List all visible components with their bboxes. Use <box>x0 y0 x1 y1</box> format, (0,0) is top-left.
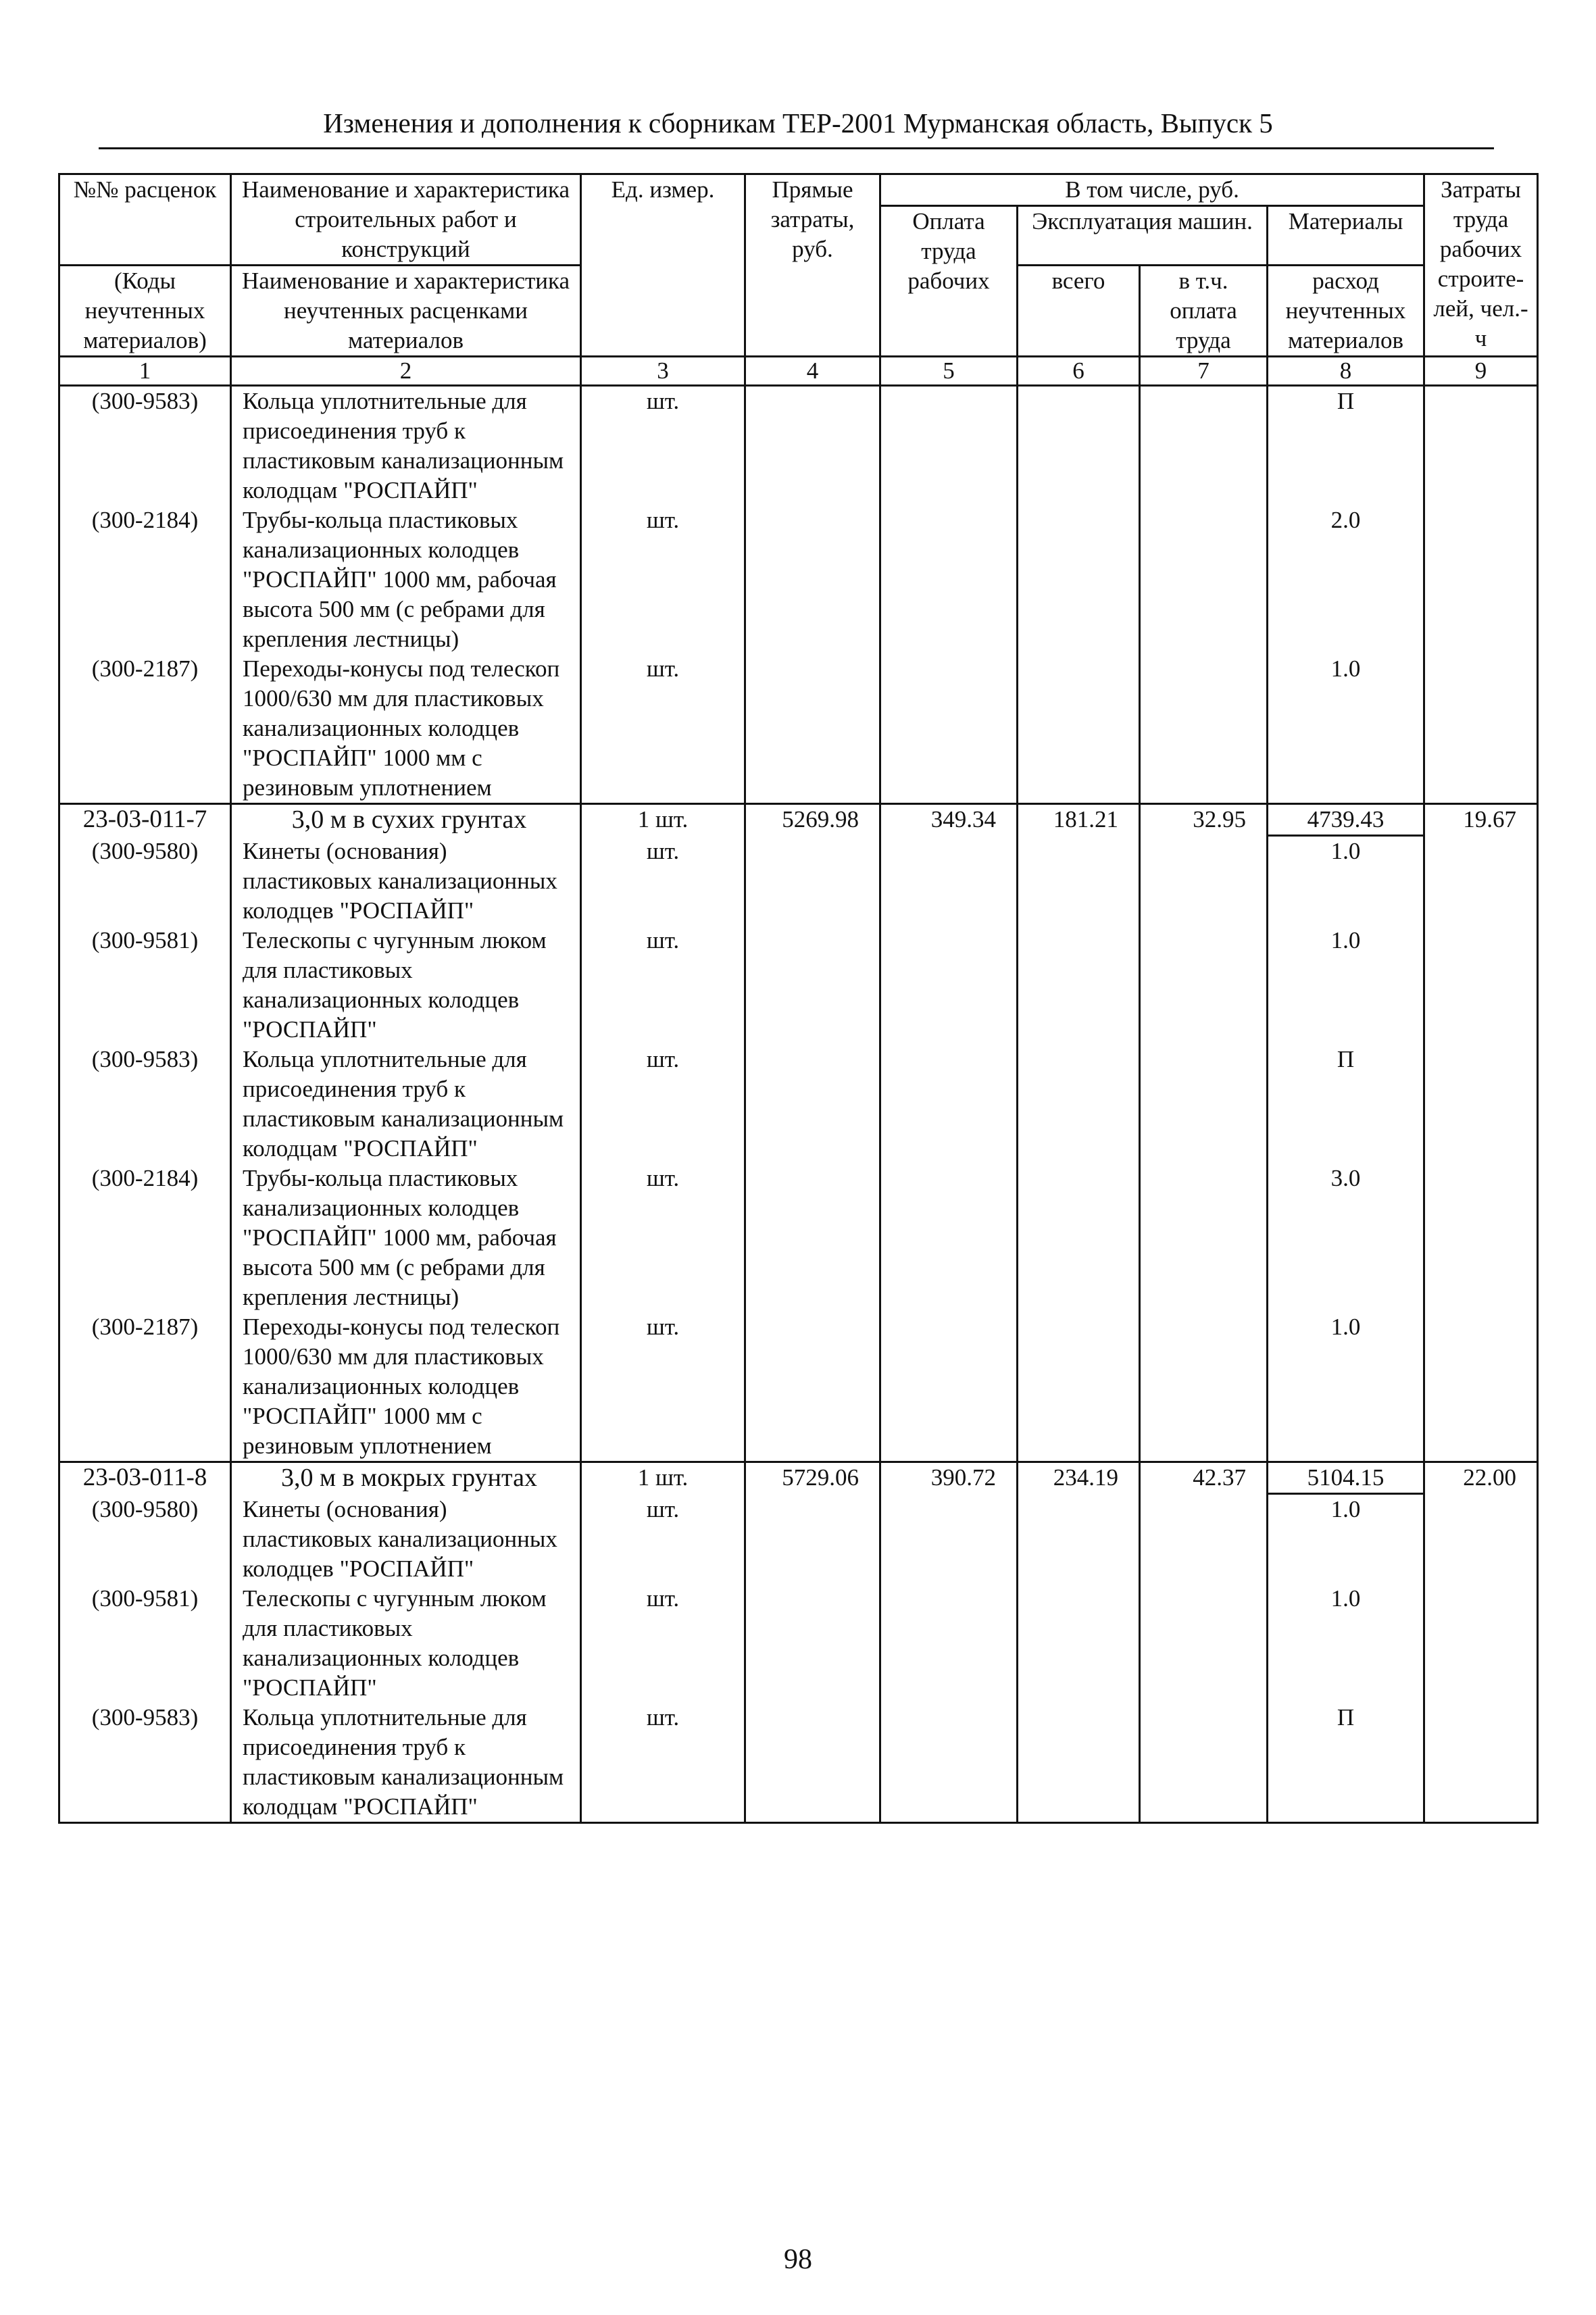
table-row <box>59 1312 1538 1462</box>
unit: шт. <box>581 1584 745 1703</box>
material-code: (300-9580) <box>59 1495 231 1584</box>
header-direct-costs: Прямые затраты, руб. <box>745 174 880 357</box>
column-index: 6 <box>1018 357 1140 386</box>
header-unit: Ед. измер. <box>581 174 745 357</box>
header-machines-total: всего <box>1018 266 1140 357</box>
header-labor-pay: Оплата труда рабочих <box>880 206 1018 357</box>
header-materials: Материалы <box>1268 206 1424 266</box>
labor-hours: 22.00 <box>1424 1462 1538 1495</box>
unit: 1 шт. <box>581 804 745 837</box>
column-index: 5 <box>880 357 1018 386</box>
material-consumption: 1.0 <box>1268 1495 1424 1584</box>
unit: шт. <box>581 1495 745 1584</box>
material-code: (300-9583) <box>59 1045 231 1164</box>
table-row <box>59 386 1538 506</box>
column-index: 7 <box>1140 357 1268 386</box>
unit: шт. <box>581 1045 745 1164</box>
material-code: (300-9581) <box>59 1584 231 1703</box>
machines-labor: 42.37 <box>1140 1462 1268 1495</box>
material-name: Переходы-конусы под телескоп 1000/630 мм для пластиковых канализационных колодцев "РОСПАЙП" 1000 мм с резиновым уплотнением <box>231 654 581 804</box>
table-row <box>59 1584 1538 1703</box>
material-consumption: 1.0 <box>1268 837 1424 926</box>
material-name: Телескопы с чугунным люком для пластиковых канализационных колодцев "РОСПАЙП" <box>231 1584 581 1703</box>
unit: шт. <box>581 1703 745 1823</box>
table-row <box>59 1703 1538 1823</box>
material-code: (300-9583) <box>59 1703 231 1823</box>
labor-pay: 390.72 <box>880 1462 1018 1495</box>
table-row <box>59 505 1538 654</box>
material-name: Кольца уплотнительные для присоединения труб к пластиковым канализационным колодцам "РОСПАЙП" <box>231 1045 581 1164</box>
material-consumption: 1.0 <box>1268 1584 1424 1703</box>
material-code: (300-2184) <box>59 1164 231 1312</box>
material-name: Трубы-кольца пластиковых канализационных колодцев "РОСПАЙП" 1000 мм, рабочая высота 500 мм (с ребрами для крепления лестницы) <box>231 1164 581 1312</box>
column-index: 3 <box>581 357 745 386</box>
rate-code: 23-03-011-8 <box>59 1462 231 1495</box>
unit: шт. <box>581 654 745 804</box>
rates-table <box>58 173 1539 1824</box>
material-code: (300-9580) <box>59 837 231 926</box>
header-work-name: Наименование и характеристика строительных работ и конструкций <box>231 174 581 266</box>
table-row <box>59 654 1538 804</box>
material-name: Кинеты (основания) пластиковых канализационных колодцев "РОСПАЙП" <box>231 837 581 926</box>
rate-code: 23-03-011-7 <box>59 804 231 837</box>
direct-costs: 5269.98 <box>745 804 880 837</box>
table-body <box>59 386 1538 1823</box>
table-row <box>59 837 1538 926</box>
material-consumption: 1.0 <box>1268 654 1424 804</box>
unit: шт. <box>581 1164 745 1312</box>
header-labor-hours: Затраты труда рабочих строите-лей, чел.-ч <box>1424 174 1538 357</box>
column-index: 2 <box>231 357 581 386</box>
direct-costs: 5729.06 <box>745 1462 880 1495</box>
labor-hours: 19.67 <box>1424 804 1538 837</box>
table-row <box>59 1164 1538 1312</box>
material-code: (300-2184) <box>59 505 231 654</box>
header-material-consumption: расход неучтенных материалов <box>1268 266 1424 357</box>
material-consumption: 2.0 <box>1268 505 1424 654</box>
materials-cost: 4739.43 <box>1268 805 1423 837</box>
material-code: (300-9583) <box>59 386 231 506</box>
labor-pay: 349.34 <box>880 804 1018 837</box>
material-name: Переходы-конусы под телескоп 1000/630 мм для пластиковых канализационных колодцев "РОСПАЙП" 1000 мм с резиновым уплотнением <box>231 1312 581 1462</box>
work-row <box>59 804 1538 837</box>
work-name: 3,0 м в мокрых грунтах <box>231 1462 581 1495</box>
header-machines: Эксплуатация машин. <box>1018 206 1268 266</box>
title-rule <box>99 147 1494 149</box>
column-index-row <box>59 357 1538 386</box>
material-name: Кольца уплотнительные для присоединения труб к пластиковым канализационным колодцам "РОСПАЙП" <box>231 386 581 506</box>
column-index: 4 <box>745 357 880 386</box>
material-consumption: П <box>1268 1703 1424 1823</box>
table-row <box>59 1495 1538 1584</box>
unit: шт. <box>581 837 745 926</box>
material-consumption: 3.0 <box>1268 1164 1424 1312</box>
table-row <box>59 1045 1538 1164</box>
material-code: (300-9581) <box>59 926 231 1045</box>
machines-total: 234.19 <box>1018 1462 1140 1495</box>
page-title: Изменения и дополнения к сборникам ТЕР-2001 Мурманская область, Выпуск 5 <box>323 107 1273 139</box>
unit: шт. <box>581 926 745 1045</box>
material-consumption: 1.0 <box>1268 926 1424 1045</box>
material-name: Трубы-кольца пластиковых канализационных колодцев "РОСПАЙП" 1000 мм, рабочая высота 500 мм (с ребрами для крепления лестницы) <box>231 505 581 654</box>
unit: 1 шт. <box>581 1462 745 1495</box>
material-name: Телескопы с чугунным люком для пластиковых канализационных колодцев "РОСПАЙП" <box>231 926 581 1045</box>
machines-labor: 32.95 <box>1140 804 1268 837</box>
header-rate-number: №№ расценок <box>59 174 231 266</box>
column-index: 1 <box>59 357 231 386</box>
material-code: (300-2187) <box>59 654 231 804</box>
page-number: 98 <box>784 2244 812 2275</box>
material-code: (300-2187) <box>59 1312 231 1462</box>
material-consumption: 1.0 <box>1268 1312 1424 1462</box>
column-index: 8 <box>1268 357 1424 386</box>
machines-total: 181.21 <box>1018 804 1140 837</box>
materials-cost: 5104.15 <box>1268 1463 1423 1495</box>
unit: шт. <box>581 505 745 654</box>
material-consumption: П <box>1268 1045 1424 1164</box>
header-machines-labor: в т.ч. оплата труда <box>1140 266 1268 357</box>
header-material-name: Наименование и характеристика неучтенных расценками материалов <box>231 266 581 357</box>
header-material-codes: (Коды неучтенных материалов) <box>59 266 231 357</box>
table-row <box>59 926 1538 1045</box>
unit: шт. <box>581 386 745 506</box>
material-name: Кинеты (основания) пластиковых канализационных колодцев "РОСПАЙП" <box>231 1495 581 1584</box>
work-name: 3,0 м в сухих грунтах <box>231 804 581 837</box>
column-index: 9 <box>1424 357 1538 386</box>
work-row <box>59 1462 1538 1495</box>
header-including: В том числе, руб. <box>880 174 1424 206</box>
table-header <box>59 174 1538 386</box>
material-consumption: П <box>1268 386 1424 506</box>
unit: шт. <box>581 1312 745 1462</box>
material-name: Кольца уплотнительные для присоединения труб к пластиковым канализационным колодцам "РОСПАЙП" <box>231 1703 581 1823</box>
